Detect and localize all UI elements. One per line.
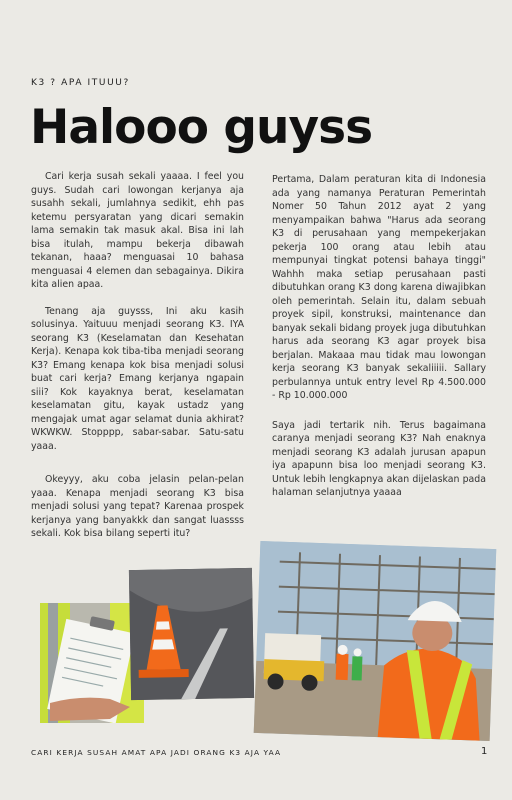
page-title: Halooo guyss [30, 100, 373, 155]
left-column [31, 170, 244, 554]
kicker: K3 ? APA ITUUU? [31, 78, 130, 88]
page-number: 1 [481, 746, 488, 757]
photo-clipboard [40, 603, 144, 723]
right-paragraph-1: Pertama, Dalam peraturan kita di Indonesia ada yang namanya Peraturan Pemerintah Nomer 50 Tahun 2012 ayat 2 yang menyampaikan bahwa "Harus ada seorang K3 di perusahaan yang mempekerjakan pekerja 100 orang atau lebih atau mempunyai tingkat potensi bahaya tinggi" Wahhh maka setiap perusahaan pasti dibutuhkan orang K3 dong karena diwajibkan oleh pemerintah. Selain itu, dalam sebuah proyek sipil, konstruksi, maintenance dan banyak sekali bidang proyek juga dibutuhkan harus ada seorang K3 agar proyek bisa berjalan. Makaaa mau tidak mau lowongan kerja seorang K3 banyak sekaliiiii. Sallary perbulannya untuk entry level Rp 4.500.000 - Rp 10.000.000 [272, 174, 486, 401]
left-paragraph-3: Okeyyy, aku coba jelasin pelan-pelan yaaa. Kenapa menjadi seorang K3 bisa menjadi solusi yang tepat? Karenaa prospek kerjanya yang banyakkk dan sangat luassss sekali. Kok bisa bilang seperti itu? [31, 474, 244, 539]
right-column [272, 173, 486, 513]
left-paragraph-2: Tenang aja guysss, Ini aku kasih solusinya. Yaituuu menjadi seorang K3. IYA seorang K3 (Keselamatan dan Kesehatan Kerja). Kenapa kok tiba-tiba menjadi seorang K3? Emang kenapa kok bisa menjadi solusi buat cari kerja? Emang kerjanya ngapain siii? Kok kayaknya berat, keselamatan keselamatan gitu, kayak ustadz yang mengajak umat agar selamat dunia akhirat? WKWKW. Stopppp, sabar-sabar. Satu-satu yaaa. [31, 305, 244, 452]
footer-caption: CARI KERJA SUSAH AMAT APA JADI ORANG K3 AJA YAA [31, 748, 282, 757]
left-paragraph-1: Cari kerja susah sekali yaaaa. I feel you guys. Sudah cari lowongan kerjanya aja susahh sekali, jumlahnya sedikit, ehh pas ketemu persyaratan yang dicari semakin lama semakin tak masuk akal. Bisa ini lah bisa itulah, mampu bekerja dibawah tekanan, haaa? menguasai 10 bahasa menguasai 4 elemen dan sebagainya. Dikira kita alien apaa. [31, 171, 244, 290]
photo-traffic-cone [129, 568, 254, 700]
right-paragraph-2: Saya jadi tertarik nih. Terus bagaimana caranya menjadi seorang K3? Nah enaknya menjadi seorang K3 adalah jurusan apapun iya apapunn bisa loo menjadi seorang K3. Untuk lebih lengkapnya akan dijelaskan pada halaman selanjutnya yaaaa [272, 419, 486, 498]
photo-construction-site [254, 541, 497, 741]
